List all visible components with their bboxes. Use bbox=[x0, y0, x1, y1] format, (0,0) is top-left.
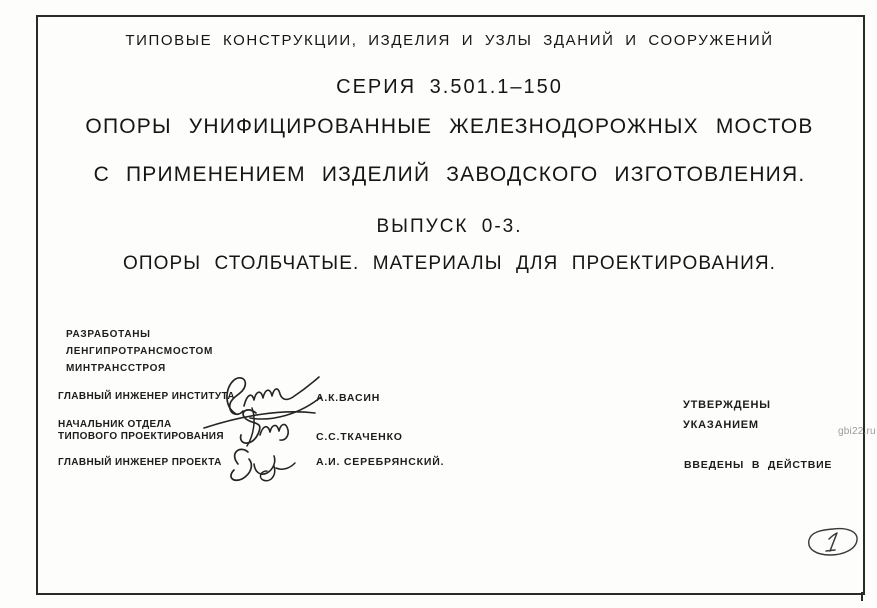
signature-serebryansky-icon bbox=[216, 444, 298, 484]
role-text-line2: ТИПОВОГО ПРОЕКТИРОВАНИЯ bbox=[58, 431, 224, 442]
signatory-role-head-typical-design bbox=[58, 419, 224, 443]
title-line-1: ОПОРЫ УНИФИЦИРОВАННЫЕ ЖЕЛЕЗНОДОРОЖНЫХ МОСТОВ bbox=[85, 115, 814, 138]
document-category-line: ТИПОВЫЕ КОНСТРУКЦИИ, ИЗДЕЛИЯ И УЗЛЫ ЗДАНИЙ И СООРУЖЕНИЙ bbox=[125, 32, 774, 49]
signatory-role-chief-project-engineer bbox=[58, 457, 222, 469]
role-text: ГЛАВНЫЙ ИНЖЕНЕР ИНСТИТУТА bbox=[58, 391, 236, 402]
approved-by-block bbox=[683, 395, 771, 435]
issue-number: ВЫПУСК 0-3. bbox=[376, 216, 523, 237]
title-line-2: С ПРИМЕНЕНИЕМ ИЗДЕЛИЙ ЗАВОДСКОГО ИЗГОТОВЛЕНИЯ. bbox=[93, 163, 806, 186]
signatory-name-serebryansky: А.И. СЕРЕБРЯНСКИЙ. bbox=[316, 456, 445, 468]
developed-by-line-3: МИНТРАНССТРОЯ bbox=[66, 363, 166, 374]
signatory-name-vasin: А.К.ВАСИН bbox=[316, 392, 381, 404]
page-number-circled-1 bbox=[803, 524, 863, 560]
developed-by-block bbox=[66, 326, 213, 377]
approved-line-2: УКАЗАНИЕМ bbox=[683, 419, 759, 431]
enacted-line: ВВЕДЕНЫ В ДЕЙСТВИЕ bbox=[684, 459, 833, 471]
developed-by-line-2: ЛЕНГИПРОТРАНСМОСТОМ bbox=[66, 346, 214, 357]
frame-corner-overshoot bbox=[861, 592, 863, 601]
signatory-name-tkachenko: С.С.ТКАЧЕНКО bbox=[316, 431, 403, 443]
developed-by-line-1: РАЗРАБОТАНЫ bbox=[66, 329, 151, 340]
approved-line-1: УТВЕРЖДЕНЫ bbox=[683, 399, 771, 411]
role-text: ГЛАВНЫЙ ИНЖЕНЕР ПРОЕКТА bbox=[58, 457, 222, 468]
role-text: НАЧАЛЬНИК ОТДЕЛА bbox=[58, 419, 172, 430]
watermark-text: gbi22.ru bbox=[838, 426, 876, 437]
subtitle-line: ОПОРЫ СТОЛБЧАТЫЕ. МАТЕРИАЛЫ ДЛЯ ПРОЕКТИРОВАНИЯ. bbox=[122, 253, 777, 274]
drawing-frame-border bbox=[36, 15, 865, 595]
series-number: СЕРИЯ 3.501.1–150 bbox=[336, 76, 563, 98]
signatory-role-chief-engineer-institute bbox=[58, 391, 235, 403]
